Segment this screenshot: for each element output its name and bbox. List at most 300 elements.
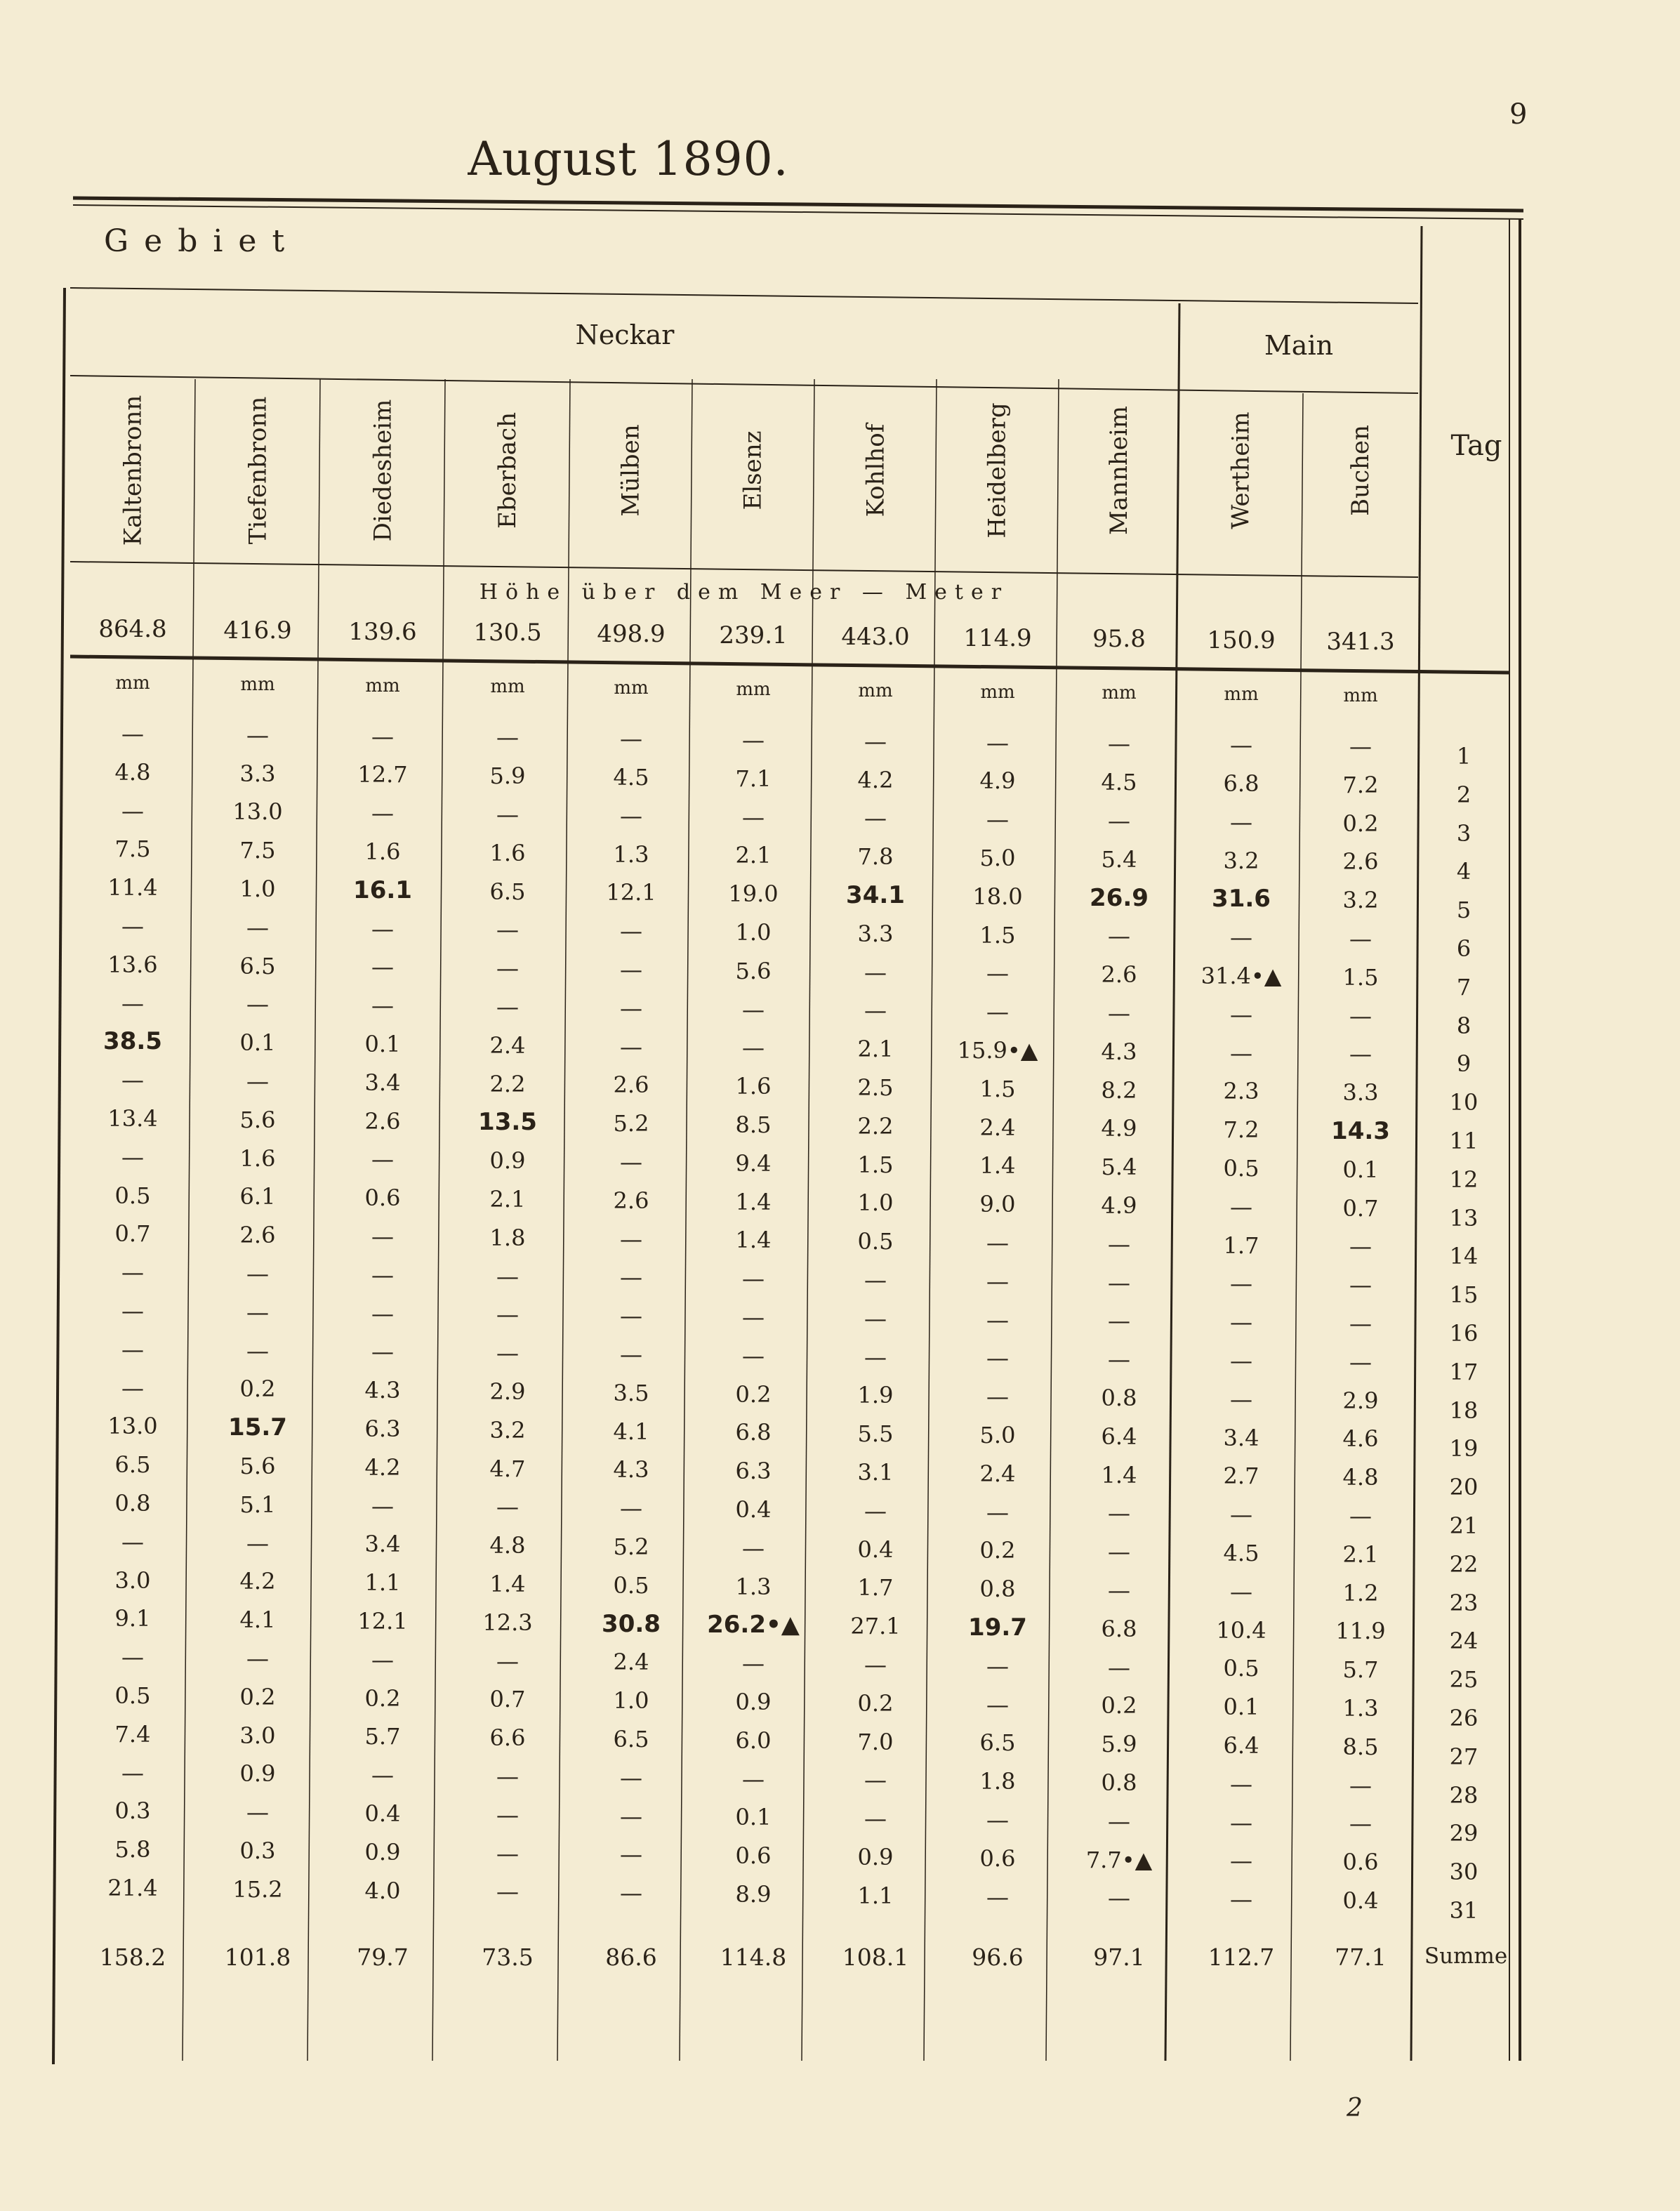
station-sum: 86.6 bbox=[605, 1943, 657, 1971]
table-cell: 2.1 bbox=[1342, 1540, 1379, 1568]
table-cell: 0.6 bbox=[979, 1844, 1016, 1872]
unit-label: mm bbox=[1224, 684, 1259, 706]
day-number: 22 bbox=[1449, 1550, 1479, 1578]
table-cell: — bbox=[371, 800, 394, 827]
day-number: 8 bbox=[1456, 1012, 1471, 1039]
station-header bbox=[1059, 379, 1179, 562]
table-cell: 1.5 bbox=[857, 1151, 894, 1178]
station-altitude: 416.9 bbox=[223, 616, 292, 645]
station-sum: 79.7 bbox=[357, 1943, 409, 1971]
table-cell: 7.2 bbox=[1342, 771, 1379, 798]
table-cell: 18.0 bbox=[972, 883, 1023, 910]
table-cell: 0.2 bbox=[1342, 810, 1379, 837]
table-cell: 2.6 bbox=[613, 1071, 649, 1099]
table-cell: — bbox=[1349, 1233, 1372, 1260]
table-cell: — bbox=[986, 806, 1009, 833]
table-cell: — bbox=[742, 1534, 765, 1562]
unit-label: mm bbox=[1343, 685, 1378, 706]
table-cell: 12.1 bbox=[606, 879, 656, 906]
table-cell: 4.5 bbox=[1223, 1540, 1259, 1566]
table-cell: 3.2 bbox=[1223, 847, 1259, 874]
table-cell: 1.3 bbox=[613, 840, 649, 868]
table-cell: 7.0 bbox=[857, 1728, 894, 1755]
table-cell: 0.5 bbox=[857, 1228, 894, 1255]
table-cell: — bbox=[986, 1498, 1009, 1526]
station-sum: 101.8 bbox=[224, 1943, 291, 1971]
gebiet-label: Gebiet bbox=[104, 223, 300, 259]
table-cell: — bbox=[620, 1880, 642, 1907]
table-cell: — bbox=[986, 1345, 1009, 1372]
table-cell: 0.4 bbox=[1342, 1887, 1379, 1914]
table-cell: 13.0 bbox=[107, 1413, 158, 1440]
table-cell: 5.8 bbox=[114, 1836, 151, 1863]
table-cell: 2.6 bbox=[364, 1107, 401, 1135]
table-cell: — bbox=[1108, 730, 1130, 758]
table-cell: 14.3 bbox=[1331, 1117, 1390, 1145]
table-cell: — bbox=[620, 918, 642, 945]
table-cell: — bbox=[1349, 733, 1372, 760]
table-cell: — bbox=[1230, 1578, 1252, 1605]
table-cell: 1.7 bbox=[1223, 1232, 1259, 1259]
table-cell: — bbox=[496, 801, 519, 828]
table-cell: 2.5 bbox=[857, 1074, 894, 1101]
table-cell: — bbox=[371, 1492, 394, 1519]
table-cell: 0.5 bbox=[114, 1682, 151, 1709]
table-cell: — bbox=[1230, 924, 1252, 951]
table-cell: — bbox=[1230, 1770, 1252, 1797]
table-cell: 0.6 bbox=[1342, 1849, 1379, 1876]
day-number: 7 bbox=[1456, 973, 1471, 1001]
day-number: 11 bbox=[1449, 1128, 1479, 1154]
table-cell: 5.6 bbox=[239, 1106, 276, 1133]
hoehe-label: Höhe über dem Meer — Meter bbox=[479, 580, 1010, 605]
table-cell: 0.6 bbox=[364, 1184, 401, 1212]
table-cell: — bbox=[121, 720, 144, 747]
station-sum: 96.6 bbox=[972, 1943, 1024, 1971]
station-header bbox=[692, 379, 814, 562]
table-cell: — bbox=[371, 1223, 394, 1250]
table-cell: — bbox=[1108, 807, 1130, 834]
table-cell: 2.4 bbox=[979, 1114, 1016, 1141]
table-cell: 7.5 bbox=[114, 836, 151, 863]
table-cell: 1.5 bbox=[1342, 963, 1379, 991]
page-number: 9 bbox=[1509, 98, 1528, 131]
table-cell: — bbox=[864, 1497, 887, 1524]
table-cell: 13.6 bbox=[107, 951, 158, 978]
table-cell: 3.3 bbox=[857, 920, 894, 947]
table-cell: — bbox=[620, 1225, 642, 1253]
day-number: 23 bbox=[1449, 1589, 1479, 1616]
table-cell: 1.0 bbox=[239, 876, 276, 902]
table-cell: — bbox=[496, 1801, 519, 1828]
table-cell: — bbox=[246, 991, 269, 1018]
table-cell: 3.4 bbox=[364, 1069, 401, 1096]
table-cell: 21.4 bbox=[107, 1875, 158, 1901]
table-cell: — bbox=[1230, 1001, 1252, 1028]
table-cell: 1.6 bbox=[489, 839, 526, 866]
table-cell: — bbox=[864, 958, 887, 986]
table-cell: 9.4 bbox=[735, 1149, 772, 1177]
unit-label: mm bbox=[240, 673, 275, 695]
table-cell: 6.5 bbox=[613, 1726, 649, 1753]
table-cell: — bbox=[246, 1298, 269, 1326]
table-cell: 6.1 bbox=[239, 1183, 276, 1210]
unit-label: mm bbox=[365, 675, 400, 697]
table-cell: — bbox=[121, 1298, 144, 1324]
station-altitude: 341.3 bbox=[1326, 628, 1395, 656]
day-number: 5 bbox=[1456, 897, 1471, 924]
table-cell: — bbox=[371, 953, 394, 981]
table-cell: — bbox=[121, 1259, 144, 1286]
table-cell: — bbox=[496, 1647, 519, 1675]
station-sum: 112.7 bbox=[1208, 1943, 1275, 1971]
station-header bbox=[937, 379, 1059, 562]
table-cell: 26.9 bbox=[1090, 883, 1149, 912]
table-cell: 26.2•▲ bbox=[707, 1611, 800, 1639]
day-number: 30 bbox=[1449, 1859, 1479, 1886]
table-cell: — bbox=[1108, 1500, 1130, 1527]
table-cell: — bbox=[986, 1691, 1009, 1718]
station-name: Kohlhof bbox=[861, 423, 889, 517]
day-number: 31 bbox=[1449, 1897, 1479, 1924]
table-cell: — bbox=[1108, 1538, 1130, 1566]
table-cell: — bbox=[620, 1149, 642, 1175]
table-cell: 15.9•▲ bbox=[957, 1037, 1038, 1064]
table-cell: 6.4 bbox=[1101, 1423, 1137, 1450]
table-cell: 0.8 bbox=[1101, 1385, 1137, 1411]
table-cell: 0.3 bbox=[114, 1797, 151, 1825]
table-cell: 2.3 bbox=[1223, 1078, 1259, 1105]
table-cell: 3.0 bbox=[114, 1566, 151, 1594]
table-cell: 13.5 bbox=[478, 1108, 537, 1137]
table-cell: 15.2 bbox=[232, 1875, 283, 1903]
table-cell: — bbox=[1108, 1654, 1130, 1681]
day-number: 1 bbox=[1456, 743, 1471, 770]
table-cell: 1.4 bbox=[979, 1152, 1016, 1180]
table-cell: — bbox=[246, 1529, 269, 1557]
table-cell: — bbox=[496, 994, 519, 1020]
table-cell: — bbox=[496, 955, 519, 982]
day-number: 4 bbox=[1456, 858, 1471, 885]
table-cell: — bbox=[1108, 1807, 1130, 1835]
table-cell: — bbox=[121, 1374, 144, 1401]
station-name: Wertheim bbox=[1227, 411, 1255, 529]
station-altitude: 498.9 bbox=[597, 620, 666, 649]
table-cell: 1.0 bbox=[857, 1189, 894, 1217]
day-number: 19 bbox=[1449, 1435, 1479, 1463]
day-number: 27 bbox=[1449, 1743, 1479, 1770]
table-cell: — bbox=[496, 724, 519, 751]
table-cell: 6.8 bbox=[735, 1419, 772, 1446]
table-cell: — bbox=[496, 1340, 519, 1367]
table-cell: — bbox=[121, 1067, 144, 1094]
table-cell: 0.2 bbox=[735, 1380, 772, 1408]
station-header bbox=[1303, 379, 1418, 562]
station-sum: 73.5 bbox=[482, 1943, 534, 1971]
table-cell: — bbox=[864, 1805, 887, 1833]
table-cell: — bbox=[864, 1651, 887, 1678]
table-cell: 5.5 bbox=[857, 1420, 894, 1448]
table-cell: 16.1 bbox=[353, 876, 412, 904]
table-cell: 8.5 bbox=[735, 1111, 772, 1138]
station-altitude: 864.8 bbox=[98, 615, 167, 643]
table-cell: — bbox=[1349, 1810, 1372, 1837]
table-cell: — bbox=[1108, 1885, 1130, 1912]
day-number: 10 bbox=[1449, 1089, 1479, 1116]
station-header bbox=[570, 379, 692, 562]
table-cell: 5.0 bbox=[979, 845, 1016, 871]
table-cell: 1.4 bbox=[1101, 1461, 1137, 1489]
table-cell: — bbox=[620, 802, 642, 829]
table-cell: 1.0 bbox=[735, 919, 772, 946]
table-cell: 0.4 bbox=[735, 1496, 772, 1523]
table-cell: — bbox=[246, 913, 269, 941]
table-cell: — bbox=[496, 1840, 519, 1867]
table-cell: — bbox=[496, 916, 519, 944]
table-cell: 0.5 bbox=[1223, 1155, 1259, 1182]
table-cell: 5.6 bbox=[735, 957, 772, 984]
table-cell: — bbox=[371, 1762, 394, 1789]
table-cell: — bbox=[496, 1878, 519, 1906]
table-cell: — bbox=[246, 1645, 269, 1672]
day-number: 16 bbox=[1449, 1320, 1479, 1347]
table-cell: 1.6 bbox=[239, 1144, 276, 1172]
table-cell: — bbox=[1230, 1039, 1252, 1067]
table-cell: 1.3 bbox=[735, 1573, 772, 1600]
table-cell: — bbox=[121, 1143, 144, 1170]
table-cell: 0.1 bbox=[735, 1804, 772, 1831]
table-cell: — bbox=[620, 1495, 642, 1522]
table-cell: 0.9 bbox=[489, 1147, 526, 1175]
table-cell: — bbox=[742, 803, 765, 831]
sum-label: Summe bbox=[1424, 1943, 1508, 1969]
station-sum: 108.1 bbox=[842, 1943, 909, 1971]
station-name: Mülben bbox=[617, 424, 645, 517]
unit-label: mm bbox=[980, 681, 1015, 703]
table-cell: 2.1 bbox=[489, 1186, 526, 1213]
table-cell: 0.1 bbox=[239, 1029, 276, 1057]
table-cell: 4.8 bbox=[1342, 1464, 1379, 1491]
station-header bbox=[445, 379, 570, 562]
table-cell: 2.6 bbox=[1101, 961, 1137, 989]
table-cell: — bbox=[371, 1300, 394, 1327]
table-cell: 4.2 bbox=[364, 1453, 401, 1481]
table-cell: — bbox=[742, 1765, 765, 1793]
table-cell: 19.7 bbox=[968, 1613, 1027, 1642]
table-cell: — bbox=[1230, 1193, 1252, 1220]
day-number: 21 bbox=[1449, 1512, 1479, 1539]
table-cell: 15.7 bbox=[228, 1413, 287, 1442]
table-cell: — bbox=[1230, 1809, 1252, 1836]
table-cell: 8.9 bbox=[735, 1881, 772, 1908]
table-cell: — bbox=[620, 1033, 642, 1060]
table-cell: — bbox=[371, 1261, 394, 1288]
table-cell: 3.1 bbox=[857, 1459, 894, 1486]
table-cell: 34.1 bbox=[846, 881, 905, 909]
table-cell: 5.1 bbox=[239, 1491, 276, 1518]
table-cell: 5.7 bbox=[364, 1723, 401, 1750]
table-cell: 0.2 bbox=[239, 1683, 276, 1710]
station-header bbox=[1179, 379, 1303, 562]
table-cell: 3.2 bbox=[489, 1416, 526, 1444]
station-altitude: 150.9 bbox=[1207, 626, 1276, 655]
table-cell: — bbox=[121, 989, 144, 1017]
table-cell: 3.3 bbox=[1342, 1079, 1379, 1107]
group-neckar: Neckar bbox=[575, 319, 675, 350]
table-cell: — bbox=[1349, 1272, 1372, 1299]
table-cell: 6.5 bbox=[489, 878, 526, 905]
station-header bbox=[320, 379, 445, 562]
table-cell: — bbox=[1349, 1002, 1372, 1029]
table-cell: — bbox=[1108, 923, 1130, 950]
day-number: 15 bbox=[1449, 1281, 1479, 1309]
station-name: Tiefenbronn bbox=[244, 396, 272, 545]
table-cell: 7.1 bbox=[735, 765, 772, 792]
table-cell: 4.8 bbox=[114, 758, 151, 786]
table-cell: — bbox=[620, 956, 642, 983]
table-cell: 4.0 bbox=[364, 1877, 401, 1904]
table-cell: 4.3 bbox=[1101, 1038, 1137, 1065]
table-cell: — bbox=[986, 1267, 1009, 1295]
table-cell: — bbox=[246, 1260, 269, 1287]
station-name: Kaltenbronn bbox=[119, 395, 147, 546]
table-cell: 4.5 bbox=[613, 764, 649, 791]
station-header bbox=[814, 379, 937, 562]
table-cell: 38.5 bbox=[103, 1027, 162, 1056]
station-sum: 158.2 bbox=[99, 1943, 166, 1971]
table-cell: 19.0 bbox=[728, 880, 779, 908]
table-cell: 4.1 bbox=[239, 1606, 276, 1634]
table-cell: 10.4 bbox=[1216, 1616, 1266, 1644]
table-cell: 5.4 bbox=[1101, 1154, 1137, 1181]
table-cell: — bbox=[986, 1807, 1009, 1833]
table-cell: — bbox=[1349, 1348, 1372, 1375]
table-cell: — bbox=[864, 1267, 887, 1293]
table-cell: 2.2 bbox=[489, 1070, 526, 1097]
table-cell: — bbox=[246, 1799, 269, 1826]
table-cell: — bbox=[371, 1646, 394, 1673]
table-cell: 0.8 bbox=[979, 1576, 1016, 1603]
table-cell: — bbox=[986, 998, 1009, 1026]
table-cell: 31.6 bbox=[1212, 885, 1271, 913]
table-cell: — bbox=[1108, 1230, 1130, 1258]
table-cell: — bbox=[371, 1338, 394, 1366]
table-cell: — bbox=[742, 1650, 765, 1677]
tag-column-header: Tag bbox=[1450, 430, 1502, 462]
table-cell: 2.4 bbox=[979, 1460, 1016, 1487]
table-cell: 2.6 bbox=[613, 1187, 649, 1214]
table-cell: 4.2 bbox=[857, 766, 894, 793]
table-cell: — bbox=[1230, 1501, 1252, 1529]
table-cell: — bbox=[1108, 1269, 1130, 1296]
unit-label: mm bbox=[614, 678, 649, 699]
table-cell: — bbox=[1230, 1270, 1252, 1298]
table-cell: — bbox=[864, 1305, 887, 1332]
table-cell: — bbox=[496, 1493, 519, 1521]
table-cell: 2.7 bbox=[1223, 1463, 1259, 1490]
day-number: 2 bbox=[1456, 781, 1471, 808]
table-cell: 5.2 bbox=[613, 1110, 649, 1137]
table-cell: — bbox=[1108, 1000, 1130, 1027]
station-name: Heidelberg bbox=[984, 402, 1012, 539]
table-cell: 4.9 bbox=[1101, 1192, 1137, 1219]
table-cell: 3.3 bbox=[239, 760, 276, 787]
table-cell: — bbox=[986, 960, 1009, 987]
table-cell: 2.4 bbox=[489, 1031, 526, 1059]
table-cell: 5.0 bbox=[979, 1422, 1016, 1448]
table-cell: 6.4 bbox=[1223, 1732, 1259, 1759]
table-cell: 6.5 bbox=[979, 1729, 1016, 1757]
table-cell: — bbox=[371, 915, 394, 942]
day-number: 26 bbox=[1449, 1705, 1479, 1731]
table-cell: — bbox=[1230, 808, 1252, 836]
table-cell: 6.8 bbox=[1101, 1615, 1137, 1642]
table-cell: — bbox=[986, 729, 1009, 756]
table-cell: — bbox=[742, 1304, 765, 1331]
table-cell: — bbox=[742, 1342, 765, 1369]
table-cell: 0.7 bbox=[114, 1220, 151, 1248]
table-cell: 4.3 bbox=[364, 1377, 401, 1404]
table-cell: — bbox=[1349, 1310, 1372, 1337]
station-sum: 77.1 bbox=[1335, 1943, 1387, 1971]
table-cell: 0.9 bbox=[364, 1838, 401, 1866]
unit-label: mm bbox=[115, 673, 150, 694]
table-cell: 5.9 bbox=[489, 763, 526, 790]
station-name: Elsenz bbox=[739, 430, 767, 510]
table-cell: 1.3 bbox=[1342, 1695, 1379, 1722]
table-cell: 2.1 bbox=[735, 842, 772, 869]
day-number: 20 bbox=[1449, 1474, 1479, 1501]
table-cell: 4.9 bbox=[1101, 1115, 1137, 1142]
table-cell: 1.8 bbox=[489, 1224, 526, 1251]
day-number: 12 bbox=[1449, 1166, 1479, 1193]
table-cell: — bbox=[986, 1229, 1009, 1256]
table-cell: 31.4•▲ bbox=[1201, 963, 1282, 989]
table-cell: 4.7 bbox=[489, 1455, 526, 1482]
table-cell: 12.3 bbox=[482, 1609, 533, 1636]
page-title: August 1890. bbox=[468, 132, 789, 186]
table-cell: — bbox=[371, 992, 394, 1019]
table-cell: 0.7 bbox=[489, 1686, 526, 1713]
table-cell: — bbox=[620, 994, 642, 1022]
day-number: 9 bbox=[1456, 1050, 1471, 1078]
table-cell: — bbox=[620, 725, 642, 753]
table-cell: 4.1 bbox=[613, 1418, 649, 1445]
table-cell: 7.5 bbox=[239, 837, 276, 864]
table-cell: 2.9 bbox=[489, 1378, 526, 1405]
table-cell: 2.6 bbox=[239, 1222, 276, 1249]
table-cell: 1.5 bbox=[979, 921, 1016, 949]
table-cell: 12.7 bbox=[357, 761, 408, 788]
table-cell: — bbox=[620, 1302, 642, 1330]
table-cell: — bbox=[246, 1337, 269, 1364]
table-cell: 6.3 bbox=[735, 1458, 772, 1485]
station-sum: 114.8 bbox=[720, 1943, 787, 1971]
table-cell: — bbox=[742, 727, 765, 753]
table-cell: — bbox=[864, 727, 887, 755]
table-cell: 0.2 bbox=[239, 1375, 276, 1403]
table-cell: — bbox=[620, 1264, 642, 1291]
table-cell: 4.8 bbox=[489, 1532, 526, 1559]
table-cell: — bbox=[246, 721, 269, 748]
table-cell: 0.1 bbox=[1223, 1694, 1259, 1721]
table-cell: — bbox=[864, 1767, 887, 1794]
table-cell: — bbox=[986, 1306, 1009, 1333]
table-cell: 6.5 bbox=[239, 952, 276, 979]
table-cell: 6.5 bbox=[114, 1451, 151, 1479]
table-cell: — bbox=[121, 1759, 144, 1786]
table-cell: — bbox=[1349, 1503, 1372, 1529]
